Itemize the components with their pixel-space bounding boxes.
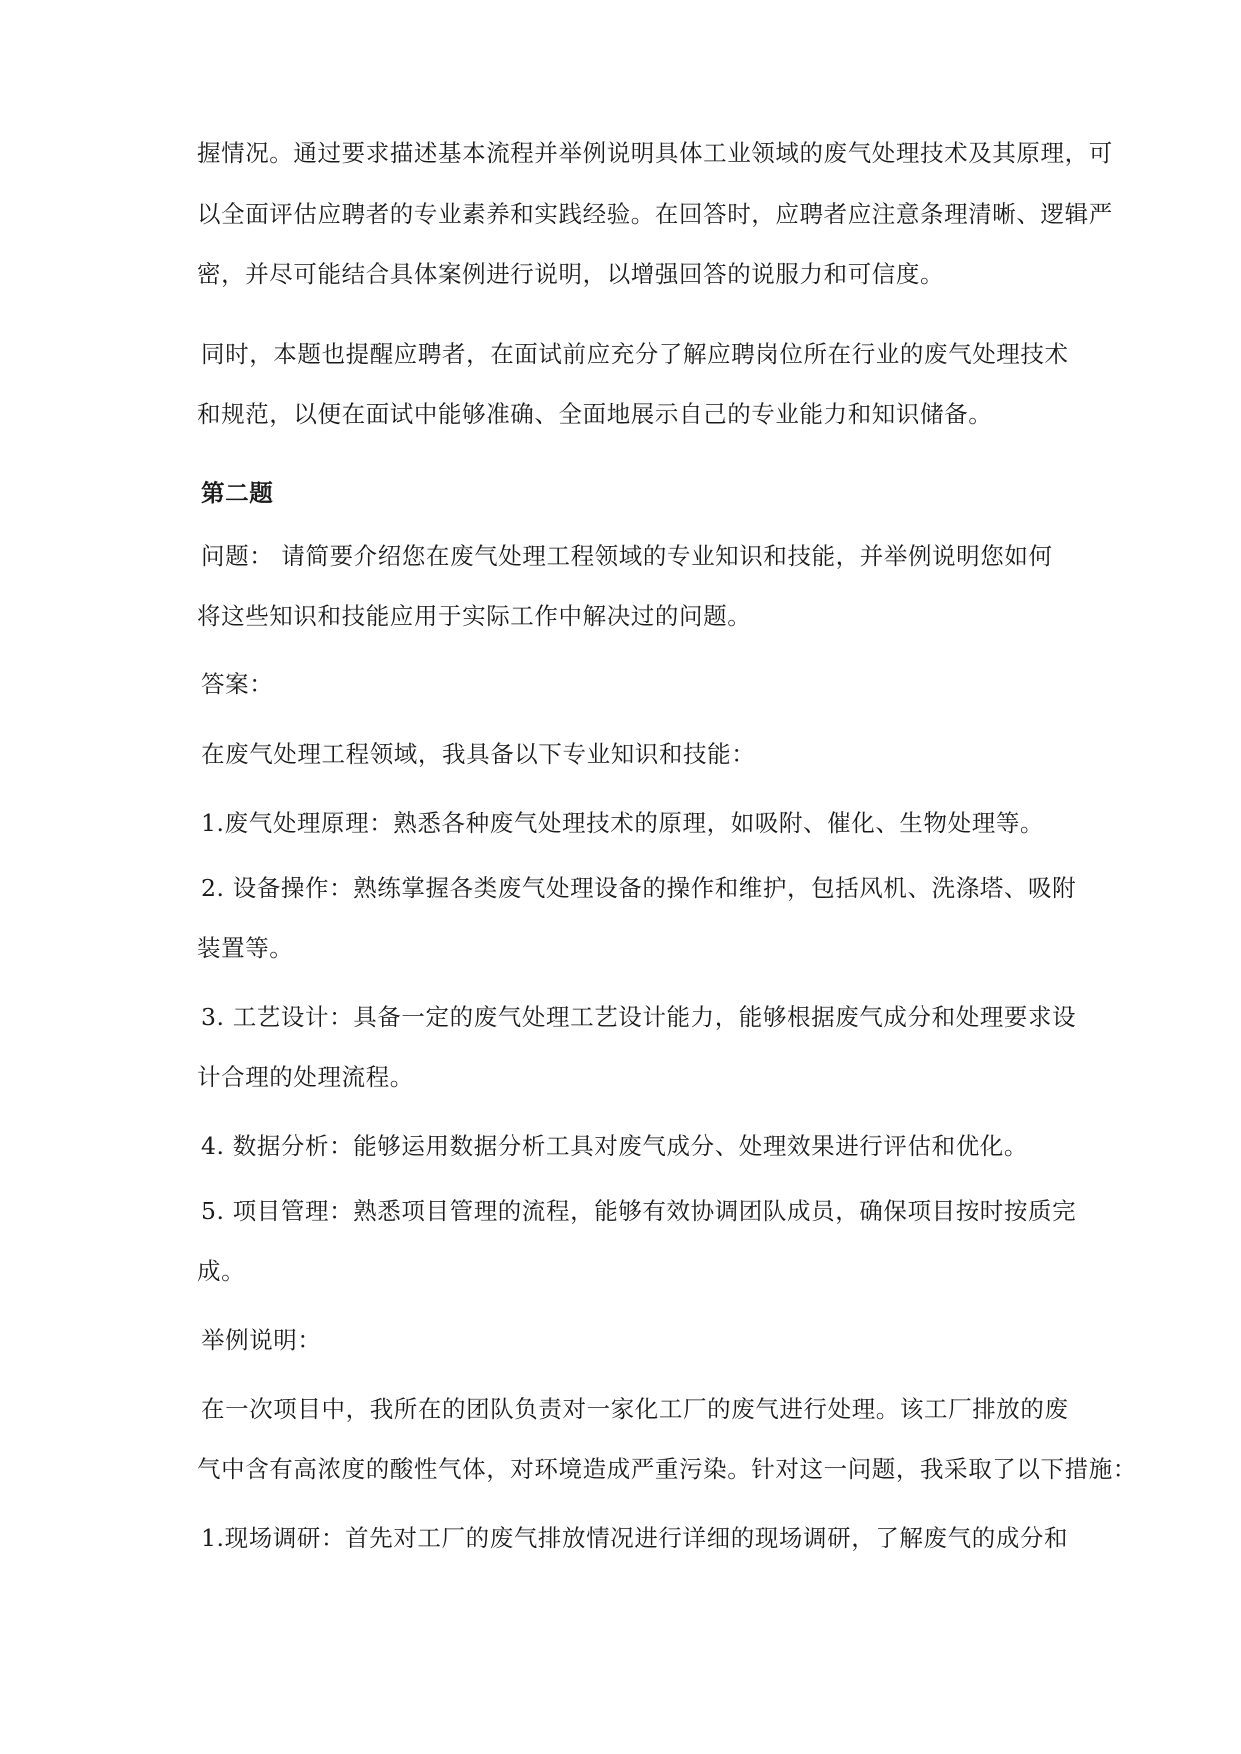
list-item: 4. 数据分析：能够运用数据分析工具对废气成分、处理效果进行评估和优化。 — [201, 1132, 1028, 1160]
example-line: 在一次项目中，我所在的团队负责对一家化工厂的废气进行处理。该工厂排放的废 — [201, 1395, 1069, 1423]
example-line: 气中含有高浓度的酸性气体，对环境造成严重污染。针对这一问题，我采取了以下措施： — [197, 1455, 1137, 1483]
list-item: 3. 工艺设计：具备一定的废气处理工艺设计能力，能够根据废气成分和处理要求设 — [201, 1003, 1077, 1031]
list-item-continuation: 计合理的处理流程。 — [197, 1063, 414, 1091]
answer-label: 答案： — [201, 670, 274, 698]
paragraph-line: 握情况。通过要求描述基本流程并举例说明具体工业领域的废气处理技术及其原理，可 — [197, 139, 1113, 167]
list-item: 2. 设备操作：熟练掌握各类废气处理设备的操作和维护，包括风机、洗涤塔、吸附 — [201, 874, 1077, 902]
question-line: 问题： 请简要介绍您在废气处理工程领域的专业知识和技能，并举例说明您如何 — [201, 542, 1053, 570]
paragraph-line: 以全面评估应聘者的专业素养和实践经验。在回答时，应聘者应注意条理清晰、逻辑严 — [197, 200, 1113, 228]
example-label: 举例说明： — [201, 1326, 322, 1354]
list-item: 5. 项目管理：熟悉项目管理的流程，能够有效协调团队成员，确保项目按时按质完 — [201, 1197, 1077, 1225]
step-line: 1.现场调研：首先对工厂的废气排放情况进行详细的现场调研，了解废气的成分和 — [201, 1524, 1069, 1552]
question-line: 将这些知识和技能应用于实际工作中解决过的问题。 — [197, 602, 752, 630]
list-item-continuation: 成。 — [197, 1257, 246, 1285]
list-item: 1.废气处理原理：熟悉各种废气处理技术的原理，如吸附、催化、生物处理等。 — [201, 809, 1045, 837]
list-item-continuation: 装置等。 — [197, 934, 294, 962]
intro-line: 在废气处理工程领域，我具备以下专业知识和技能： — [201, 740, 756, 768]
paragraph-line: 同时，本题也提醒应聘者，在面试前应充分了解应聘岗位所在行业的废气处理技术 — [201, 340, 1069, 368]
paragraph-line: 密，并尽可能结合具体案例进行说明，以增强回答的说服力和可信度。 — [197, 260, 945, 288]
section-heading: 第二题 — [201, 479, 274, 507]
paragraph-line: 和规范，以便在面试中能够准确、全面地展示自己的专业能力和知识储备。 — [197, 400, 993, 428]
